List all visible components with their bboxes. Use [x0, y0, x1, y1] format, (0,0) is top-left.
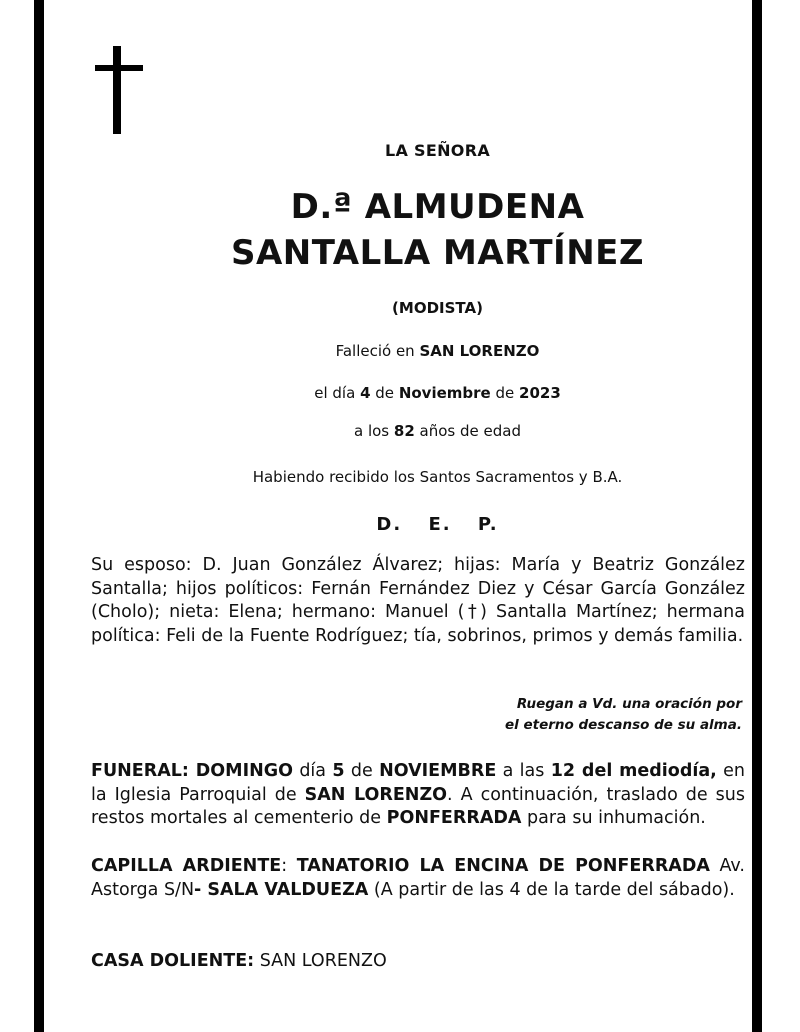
cross-icon [95, 46, 143, 134]
age-line: a los 82 años de edad [353, 422, 521, 440]
year-value: 2023 [519, 384, 561, 402]
sacraments-line: Habiendo recibido los Santos Sacramentos y B.A. [252, 468, 623, 486]
title: LA SEÑORA [385, 141, 490, 160]
dep-line: D. E. P. [376, 514, 499, 535]
funeral-paragraph: FUNERAL: DOMINGO día 5 de NOVIEMBRE a las 12 del mediodía, en la Iglesia Parroquial de SAN LORENZO. A continuación, traslado de sus restos mortales al cementerio de PONFERRADA para su inhumación. [91, 761, 745, 828]
profession: (MODISTA) [392, 299, 483, 317]
name-line-1: D.ª ALMUDENA [290, 187, 585, 227]
name-line-2: SANTALLA MARTÍNEZ [230, 233, 645, 273]
family-paragraph: Su esposo: D. Juan González Álvarez; hijas: María y Beatriz González Santalla; hijos políticos: Fernán Fernández Diez y César García González (Cholo); nieta: Elena; hermano: Manuel (†) Santalla Martínez; hermana política: Feli de la Fuente Rodríguez; tía, sobrinos, primos y demás familia. [91, 555, 745, 646]
place-value: SAN LORENZO [419, 342, 540, 360]
casa-doliente: CASA DOLIENTE: SAN LORENZO [91, 951, 387, 971]
deceased-name [0, 184, 800, 276]
death-place: Falleció en SAN LORENZO [335, 342, 540, 360]
day-value: 4 [360, 384, 371, 402]
month-value: Noviembre [398, 384, 491, 402]
age-value: 82 [393, 422, 415, 440]
capilla-paragraph: CAPILLA ARDIENTE: TANATORIO LA ENCINA DE PONFERRADA Av. Astorga S/N- SALA VALDUEZA (A partir de las 4 de la tarde del sábado). [91, 856, 745, 900]
death-date: el día 4 de Noviembre de 2023 [314, 384, 561, 402]
prayer-request: Ruegan a Vd. una oración por el eterno descanso de su alma. [505, 696, 742, 733]
